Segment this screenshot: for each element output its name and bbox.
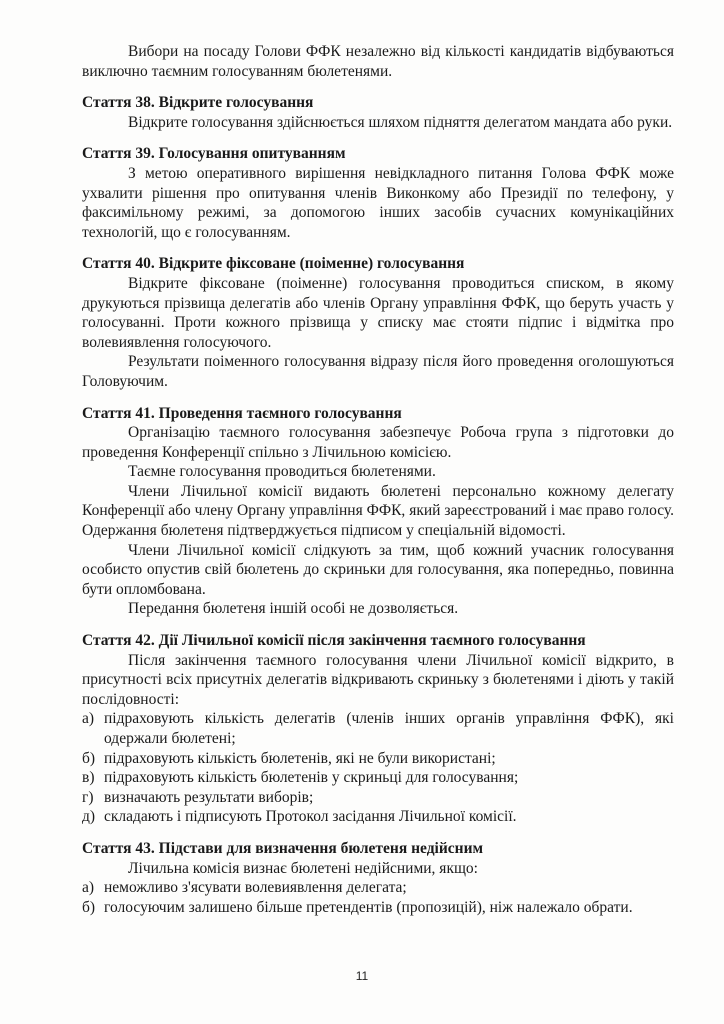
list-item bbox=[82, 768, 674, 788]
page-number: 11 bbox=[355, 969, 369, 983]
list-text: підраховують кількість делегатів (членів інших органів управління ФФК), які одержали бюлетені; bbox=[104, 710, 674, 747]
list-text: неможливо з'ясувати волевиявлення делегата; bbox=[104, 879, 407, 897]
list-text: голосуючим залишено більше претендентів (пропозицій), ніж належало обрати. bbox=[104, 898, 633, 916]
list-marker: а) bbox=[82, 710, 95, 728]
list-text: складають і підписують Протокол засідання Лічильної комісії. bbox=[104, 808, 517, 826]
article-41-paragraph-1: Організацію таємного голосування забезпечує Робоча група з підготовки до проведення Конференції спільно з Лічильною комісією. bbox=[82, 424, 674, 461]
article-42-heading: Стаття 42. Дії Лічильної комісії після закінчення таємного голосування bbox=[82, 632, 586, 650]
list-text: підраховують кількість бюлетенів у скриньці для голосування; bbox=[104, 769, 519, 787]
article-41-paragraph-5: Передання бюлетеня іншій особі не дозволяється. bbox=[128, 600, 459, 618]
list-item bbox=[82, 807, 674, 827]
article-39-heading: Стаття 39. Голосування опитуванням bbox=[82, 145, 346, 163]
list-marker: д) bbox=[82, 808, 96, 826]
page-content bbox=[82, 42, 674, 917]
article-40-paragraph-2: Результати поіменного голосування відразу після його проведення оголошуються Головуючим. bbox=[82, 353, 674, 390]
article-39-paragraph: З метою оперативного вирішення невідкладного питання Голова ФФК може ухвалити рішення про опитування членів Виконкому або Президії по телефону, у факсимільному режимі, за допомогою інших засобів сучасних комунікаційних технологій, що є голосуванням. bbox=[82, 164, 674, 241]
list-item bbox=[82, 709, 674, 748]
list-marker: в) bbox=[82, 769, 95, 787]
list-marker: б) bbox=[82, 898, 96, 916]
list-text: визначають результати виборів; bbox=[104, 788, 314, 806]
list-item bbox=[82, 898, 674, 918]
list-item bbox=[82, 788, 674, 808]
article-41-heading: Стаття 41. Проведення таємного голосування bbox=[82, 404, 402, 422]
article-38-paragraph: Відкрите голосування здійснюється шляхом підняття делегатом мандата або руки. bbox=[128, 113, 673, 131]
list-item bbox=[82, 878, 674, 898]
intro-paragraph: Вибори на посаду Голови ФФК незалежно від кількості кандидатів відбуваються виключно таємним голосуванням бюлетенями. bbox=[82, 43, 674, 80]
article-40-paragraph-1: Відкрите фіксоване (поіменне) голосування проводиться списком, в якому друкуються прізвища делегатів або членів Органу управління ФФК, що беруть участь у голосуванні. Проти кожного прізвища у списку має стояти підпис і відмітка про волевиявлення голосуючого. bbox=[82, 274, 674, 351]
article-38-heading: Стаття 38. Відкрите голосування bbox=[82, 94, 314, 112]
list-marker: б) bbox=[82, 749, 96, 767]
article-40-heading: Стаття 40. Відкрите фіксоване (поіменне) голосування bbox=[82, 255, 465, 273]
article-41-paragraph-3: Члени Лічильної комісії видають бюлетені персонально кожному делегату Конференції або члену Органу управління ФФК, який зареєстрований і має право голосу. Одержання бюлетеня підтверджується підписом у спеціальній відомості. bbox=[82, 482, 674, 540]
article-41-paragraph-4: Члени Лічильної комісії слідкують за тим, щоб кожний учасник голосування особисто опустив свій бюлетень до скриньки для голосування, яка попередньо, повинна бути опломбована. bbox=[82, 541, 674, 598]
article-43-paragraph: Лічильна комісія визнає бюлетені недійсними, якщо: bbox=[128, 859, 478, 877]
article-42-paragraph: Після закінчення таємного голосування члени Лічильної комісії відкрито, в присутності всіх присутніх делегатів відкривають скриньку з бюлетенями і діють у такій послідовності: bbox=[82, 651, 674, 708]
list-text: підраховують кількість бюлетенів, які не були використані; bbox=[104, 749, 496, 767]
article-41-paragraph-2: Таємне голосування проводиться бюлетенями. bbox=[128, 463, 436, 481]
list-marker: а) bbox=[82, 879, 95, 897]
list-marker: г) bbox=[82, 788, 94, 806]
list-item bbox=[82, 749, 674, 769]
article-43-heading: Стаття 43. Підстави для визначення бюлетеня недійсним bbox=[82, 839, 484, 857]
